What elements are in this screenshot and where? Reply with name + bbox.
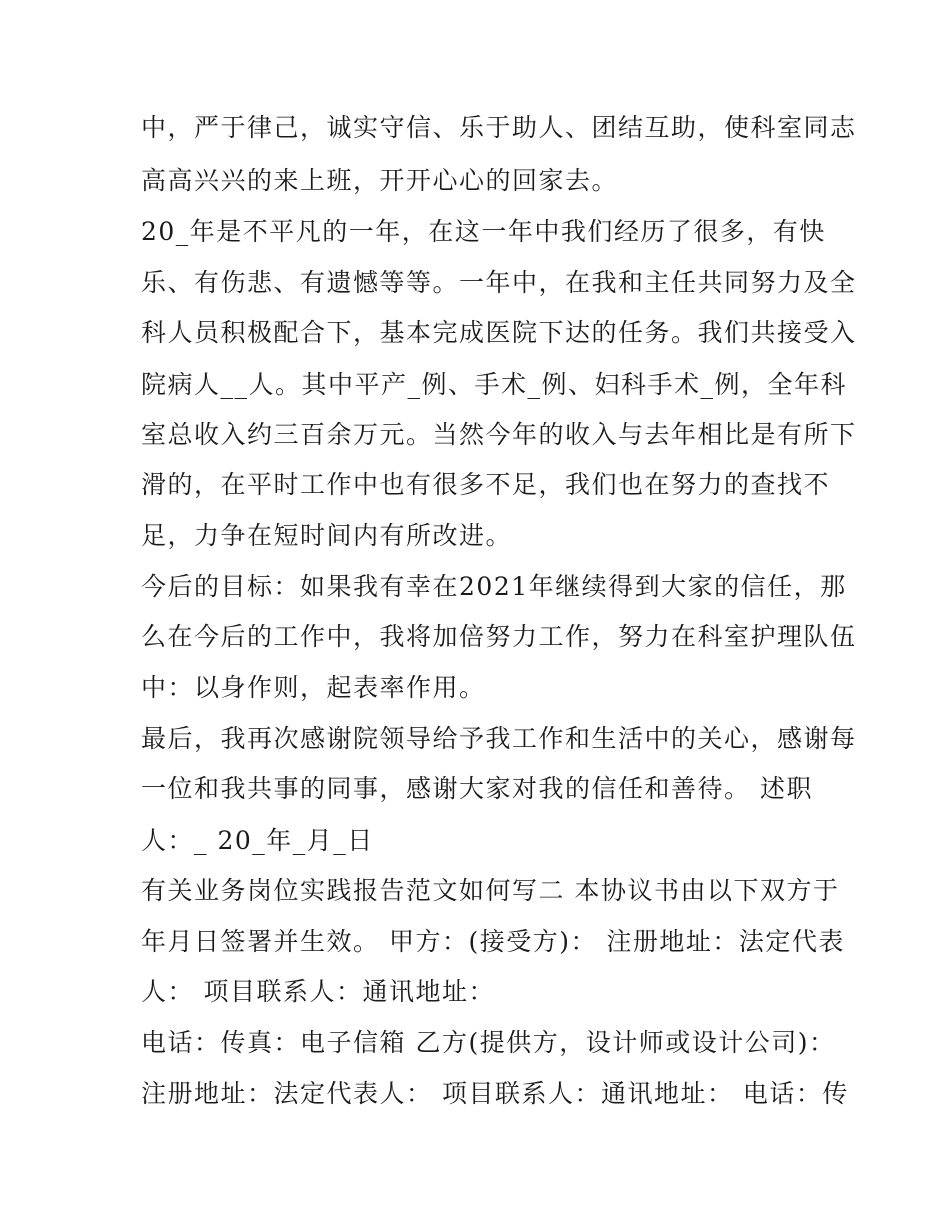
text-line: 有关业务岗位实践报告范文如何写二 本协议书由以下双方于 [141,876,840,905]
text-line: 室总收入约三百余万元。当然今年的收入与去年相比是有所下 [141,420,857,449]
text-line: 足，力争在短时间内有所改进。 [141,521,513,550]
text-line: 滑的，在平时工作中也有很多不足，我们也在努力的查找不 [141,470,831,499]
text-line: 人：_ 20_年_月_日 [141,826,374,855]
text-line: 中，严于律己，诚实守信、乐于助人、团结互助，使科室同志 [141,113,857,142]
text-line: 高高兴兴的来上班，开开心心的回家去。 [141,166,619,195]
text-line: 中：以身作则，起表率作用。 [141,673,486,702]
text-line: 20_年是不平凡的一年，在这一年中我们经历了很多，有快 [141,217,826,246]
text-line: 乐、有伤悲、有遗憾等等。一年中，在我和主任共同努力及全 [141,268,857,297]
text-line: 院病人__人。其中平产_例、手术_例、妇科手术_例，全年科 [141,370,848,399]
text-line: 电话：传真：电子信箱 乙方(提供方，设计师或设计公司)： [141,1028,836,1057]
text-line: 今后的目标：如果我有幸在2021年继续得到大家的信任，那 [141,572,847,601]
text-line: 注册地址：法定代表人： 项目联系人：通讯地址： 电话：传 [141,1079,849,1108]
text-line: 一位和我共事的同事，感谢大家对我的信任和善待。 述职 [141,774,813,803]
text-line: 人： 项目联系人：通讯地址： [141,977,495,1006]
text-line: 么在今后的工作中，我将加倍努力工作，努力在科室护理队伍 [141,622,857,651]
text-line: 科人员积极配合下，基本完成医院下达的任务。我们共接受入 [141,318,857,347]
text-line: 年月日签署并生效。 甲方：(接受方)： 注册地址：法定代表 [141,927,845,956]
text-line: 最后，我再次感谢院领导给予我工作和生活中的关心，感谢每 [141,724,857,753]
